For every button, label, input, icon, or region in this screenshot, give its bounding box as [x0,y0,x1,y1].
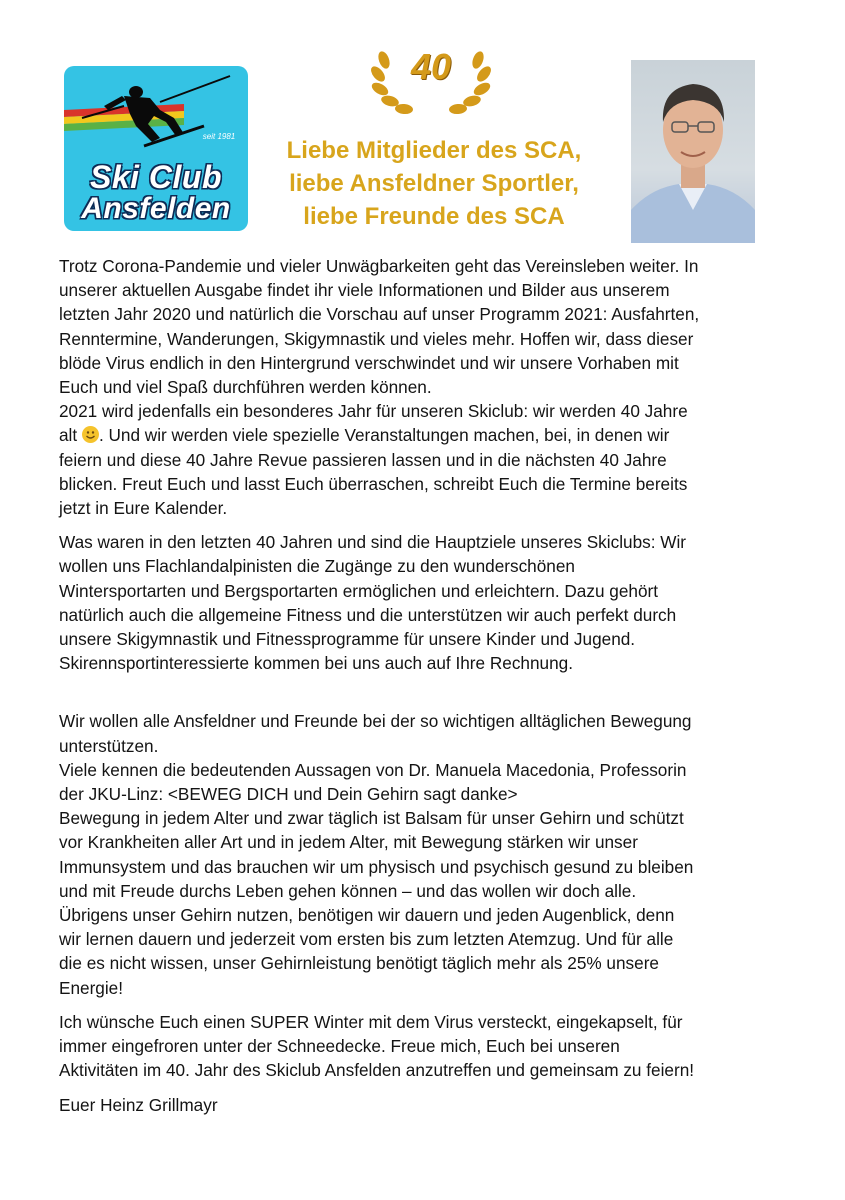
text-line: die es nicht wissen, unser Gehirnleistung benötigt täglich mehr als 25% unsere [59,953,659,974]
anniversary-number: 40 [410,46,452,87]
text-line: Skirennsportinteressierte kommen bei uns auch auf Ihre Rechnung. [59,653,573,674]
text-line: feiern und diese 40 Jahre Revue passieren lassen und in die nächsten 40 Jahre [59,449,667,470]
text-line: Wir wollen alle Ansfeldner und Freunde bei der so wichtigen alltäglichen Bewegung [59,711,692,732]
paragraph-movement [59,709,789,999]
paragraph-goals [59,530,789,675]
smiley-icon [82,426,99,443]
text-line: immer eingefroren unter der Schneedecke. Freue mich, Euch bei unseren [59,1036,620,1057]
logo-title-line1: Ski Club [89,159,222,195]
text-line: alt [59,425,82,446]
portrait-photo [631,60,755,243]
text-line: Energie! [59,977,124,998]
text-line: . Und wir werden viele spezielle Veranstaltungen machen, bei, in denen wir [98,425,670,446]
greeting-heading [254,134,614,233]
text-line: Euch und viel Spaß durchführen werden können. [59,377,432,398]
signature: Euer Heinz Grillmayr [59,1094,218,1115]
paragraph-intro [59,254,789,520]
text-line: wollen uns Flachlandalpinisten die Zugänge zu den wunderschönen [59,556,575,577]
text-line: Renntermine, Wanderungen, Skigymnastik und vieles mehr. Hoffen wir, dass dieser [59,328,694,349]
greeting-line: liebe Ansfeldner Sportler, [289,170,579,197]
greeting-line: Liebe Mitglieder des SCA, [286,137,582,164]
greeting-line: liebe Freunde des SCA [303,203,565,230]
logo-since-text: seit 1981 [202,132,236,141]
text-line: blicken. Freut Euch und lasst Euch überraschen, schreibt Euch die Termine bereits [59,473,688,494]
text-line: Wintersportarten und Bergsportarten ermöglichen und erleichtern. Dazu gehört [59,580,659,601]
ski-club-logo [64,66,248,231]
text-line: 2021 wird jedenfalls ein besonderes Jahr für unseren Skiclub: wir werden 40 Jahre [59,401,688,422]
text-line: Immunsystem und das brauchen wir um physisch und psychisch gesund zu bleiben [59,856,694,877]
text-line: unserer aktuellen Ausgabe findet ihr viele Informationen und Bilder aus unserem [59,280,670,301]
text-line: Übrigens unser Gehirn nutzen, benötigen wir dauern und jeden Augenblick, denn [59,905,675,926]
text-line: Aktivitäten im 40. Jahr des Skiclub Ansfelden anzutreffen und gemeinsam zu feiern! [59,1060,695,1081]
text-line: Viele kennen die bedeutenden Aussagen von Dr. Manuela Macedonia, Professorin [59,759,687,780]
text-line: unsere Skigymnastik und Fitnessprogramme für unsere Kinder und Jugend. [59,629,636,650]
text-line: letzten Jahr 2020 und natürlich die Vorschau auf unser Programm 2021: Ausfahrten, [59,304,700,325]
text-line: und mit Freude durchs Leben gehen können – und das wollen wir doch alle. [59,880,637,901]
logo-title-line2: Ansfelden [81,192,231,225]
text-line: Ich wünsche Euch einen SUPER Winter mit dem Virus versteckt, eingekapselt, für [59,1011,683,1032]
text-line: Was waren in den letzten 40 Jahren und sind die Hauptziele unseres Skiclubs: Wir [59,532,687,553]
text-line: unterstützen. [59,735,159,756]
text-line: Trotz Corona-Pandemie und vieler Unwägbarkeiten geht das Vereinsleben weiter. In [59,256,699,276]
text-line: vor Krankheiten aller Art und in jedem Alter, mit Bewegung stärken wir unser [59,832,638,853]
text-line: jetzt in Eure Kalender. [59,498,228,519]
letter-body [59,254,789,1117]
text-line: blöde Virus endlich in den Hintergrund verschwindet und wir unsere Vorhaben mit [59,352,679,373]
text-line: Bewegung in jedem Alter und zwar täglich ist Balsam für unser Gehirn und schützt [59,808,684,829]
text-line: natürlich auch die allgemeine Fitness und die unterstützen wir auch perfekt durch [59,604,677,625]
paragraph-wishes [59,1010,789,1083]
text-line: wir lernen dauern und jederzeit vom ersten bis zum letzten Atemzug. Und für alle [59,929,674,950]
text-line: der JKU-Linz: <BEWEG DICH und Dein Gehirn sagt danke> [59,784,518,805]
